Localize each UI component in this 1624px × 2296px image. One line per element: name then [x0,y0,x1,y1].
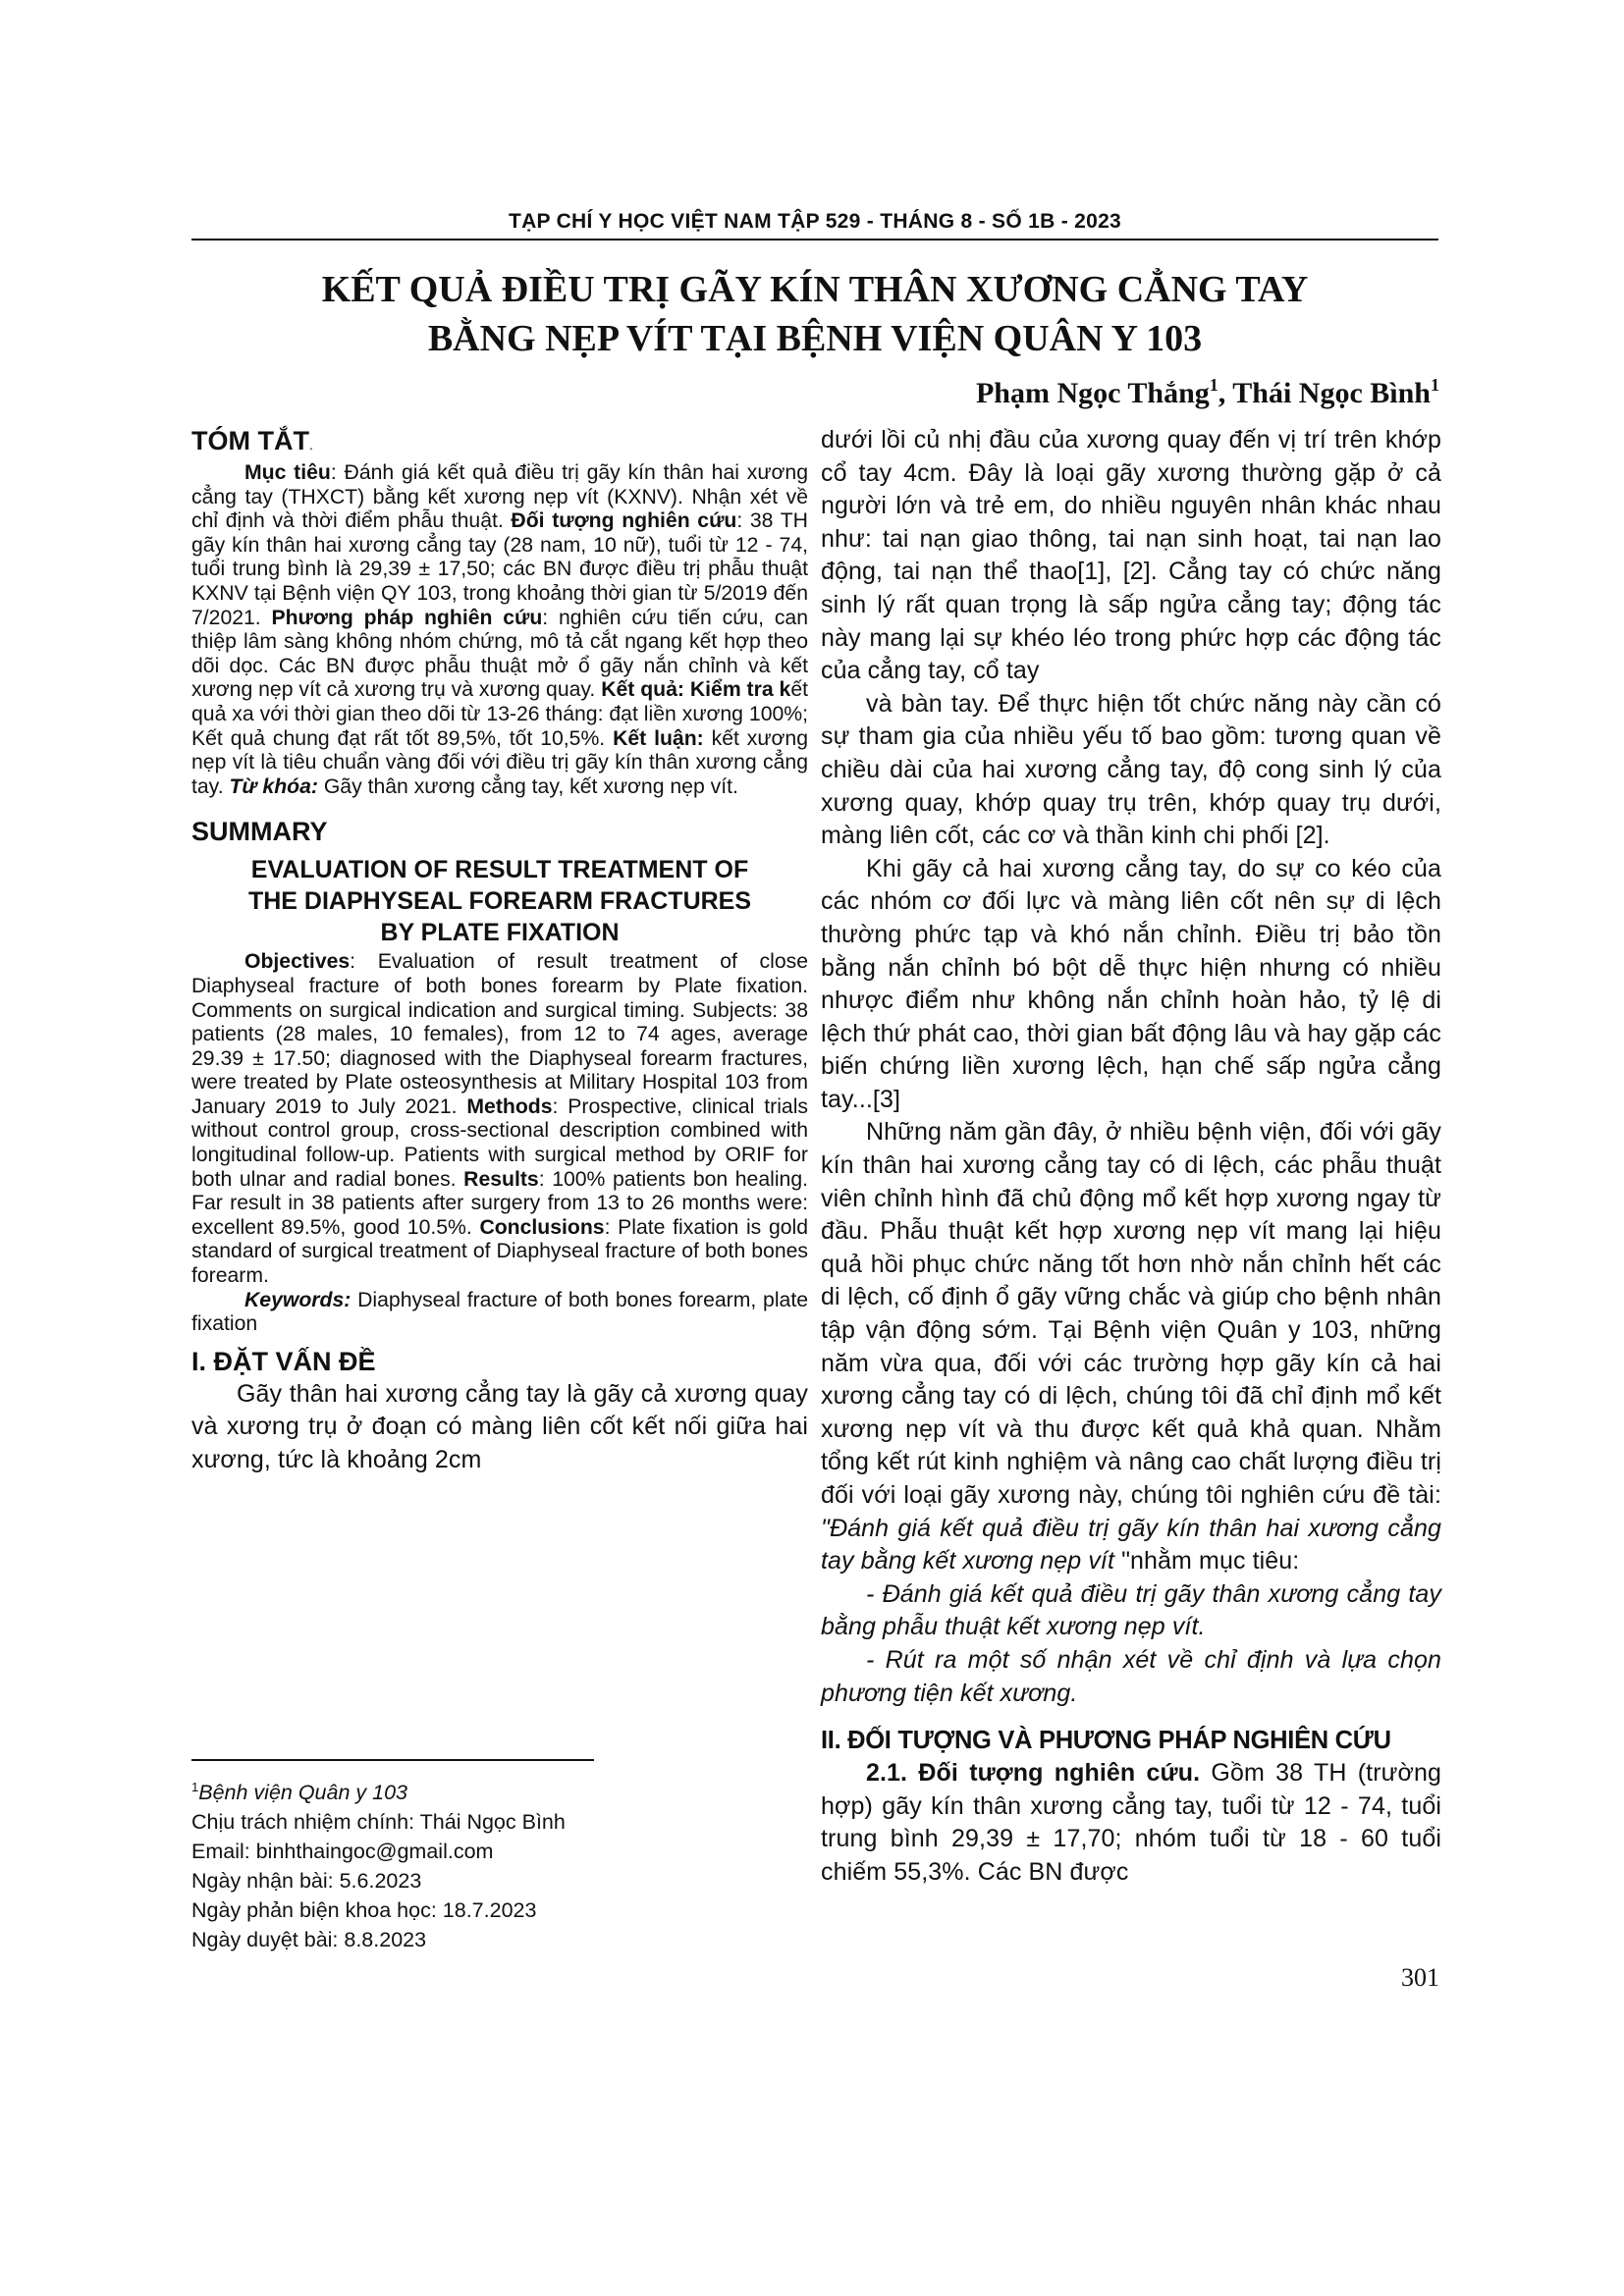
summary-body [191,950,808,1337]
abstract-vi [191,461,808,799]
intro-paragraph-3: Khi gãy cả hai xương cẳng tay, do sự co kéo của các nhóm cơ đối lực và màng liên cốt nên sự di lệch thường phức tạp và khó nắn chỉnh. Điều trị bảo tồn bằng nắn chỉnh bó bột dễ thực hiện nhưng có nhiều nhược điểm như không nắn chỉnh hoàn hảo, tỷ lệ di lệch thứ phát cao, thời gian bất động lâu và hay gặp các biến chứng liền xương lệch, hạn chế sấp ngửa cẳng tay...[3] [821,854,1441,1113]
header-rule [191,239,1438,240]
objective-1: - Đánh giá kết quả điều trị gãy thân xương cẳng tay bằng phẫu thuật kết xương nẹp vít. [821,1579,1441,1641]
author-1: Phạm Ngọc Thắng [975,377,1210,409]
methods-heading: II. ĐỐI TƯỢNG VÀ PHƯƠNG PHÁP NGHIÊN CỨU [821,1727,1391,1755]
page-number: 301 [1401,1963,1439,1992]
footnote-email: Email: binhthaingoc@gmail.com [191,1840,494,1863]
intro-heading: I. ĐẶT VẤN ĐỀ [191,1346,376,1376]
author-2: Thái Ngọc Bình [1232,377,1431,409]
title-line-2: BẰNG NẸP VÍT TẠI BỆNH VIỆN QUÂN Y 103 [427,318,1203,359]
objective-2: - Rút ra một số nhận xét về chỉ định và lựa chọn phương tiện kết xương. [821,1645,1441,1707]
footnote-approved: Ngày duyệt bài: 8.8.2023 [191,1928,427,1951]
intro-paragraph-1: Gãy thân hai xương cẳng tay là gãy cả xương quay và xương trụ ở đoạn có màng liên cốt kết nối giữa hai xương, tức là khoảng 2cm [191,1379,808,1473]
abstract-vi-heading: TÓM TẮT. [191,426,313,455]
abstract-vi-text: Mục tiêu: Đánh giá kết quả điều trị gãy kín thân hai xương cẳng tay (THXCT) bằng kết xương nẹp vít (KXNV). Nhận xét về chỉ định và thời điểm phẫu thuật. Đối tượng nghiên cứu: 38 TH gãy kín thân hai xương cẳng tay (28 nam, 10 nữ), tuổi từ 12 - 74, tuổi trung bình là 29,39 ± 17,50; các BN được điều trị phẫu thuật KXNV tại Bệnh viện QY 103, trong khoảng thời gian từ 5/2019 đến 7/2021. Phương pháp nghiên cứu: nghiên cứu tiến cứu, can thiệp lâm sàng không nhóm chứng, mô tả cắt ngang kết hợp theo dõi dọc. Các BN được phẫu thuật mở ổ gãy nắn chỉnh và kết xương nẹp vít cả xương trụ và xương quay. Kết quả: Kiểm tra kết quả xa với thời gian theo dõi từ 13-26 tháng: đạt liền xương 100%; Kết quả chung đạt rất tốt 89,5%, tốt 10,5%. Kết luận: kết xương nẹp vít là tiêu chuẩn vàng đối với điều trị gãy kín thân xương cẳng tay. Từ khóa: Gãy thân xương cẳng tay, kết xương nẹp vít. [191,461,809,798]
footnote-received: Ngày nhận bài: 5.6.2023 [191,1869,422,1893]
intro-paragraph-1-cont: dưới lồi củ nhị đầu của xương quay đến vị trí trên khớp cổ tay 4cm. Đây là loại gãy xương thường gặp ở cả người lớn và trẻ em, do nhiều nguyên nhân khác nhau như: tai nạn giao thông, tai nạn sinh hoạt, tai nạn lao động, tai nạn thể thao[1], [2]. Cẳng tay có chức năng sinh lý rất quan trọng là sấp ngửa cẳng tay; động tác này mang lại sự khéo léo trong phức hợp các động tác của cẳng tay, cổ tay [821,426,1441,685]
article-title [191,265,1438,363]
author-2-affil: 1 [1431,375,1439,395]
footnote-reviewed: Ngày phản biện khoa học: 18.7.2023 [191,1898,537,1922]
right-column [821,424,1441,1890]
summary-text: Objectives: Evaluation of result treatment of close Diaphyseal fracture of both bones forearm by Plate fixation. Comments on surgical indication and surgical timing. Subjects: 38 patients (28 males, 10 females), from 12 to 74 ages, average 29.39 ± 17.50; diagnosed with the Diaphyseal forearm fractures, were treated by Plate osteosynthesis at Military Hospital 103 from January 2019 to July 2021. Methods: Prospective, clinical trials without control group, cross-sectional description combined with longitudinal follow-up. Patients with surgical method by ORIF for both ulnar and radial bones. Results: 100% patients bon healing. Far result in 38 patients after surgery from 13 to 26 months were: excellent 89.5%, good 10.5%. Conclusions: Plate fixation is gold standard of surgical treatment of Diaphyseal fracture of both bones forearm. [191,950,808,1288]
intro-paragraph-4: Những năm gần đây, ở nhiều bệnh viện, đối với gãy kín thân hai xương cẳng tay có di lệch, các phẫu thuật viên chỉnh hình đã chủ động mổ kết hợp xương ngay từ đầu. Phẫu thuật kết hợp xương nẹp vít mang lại hiệu quả hồi phục chức năng tốt hơn nhờ nắn chỉnh hết các di lệch, cố định ổ gãy vững chắc và giúp cho bệnh nhân tập vận động sớm. Tại Bệnh viện Quân y 103, những năm vừa qua, đối với các trường hợp gãy kín cả hai xương cẳng tay có di lệch, chúng tôi đã chỉ định mổ kết xương nẹp vít và thu được kết quả khả quan. Nhằm tổng kết rút kinh nghiệm và nâng cao chất lượng điều trị đối với loại gãy xương này, chúng tôi nghiên cứu đề tài: "Đánh giá kết quả điều trị gãy kín thân hai xương cẳng tay bằng kết xương nẹp vít "nhằm mục tiêu: [821,1118,1441,1575]
author-line [976,375,1439,410]
intro-start [191,1378,808,1477]
footnote-rule [191,1759,594,1761]
running-header: TẠP CHÍ Y HỌC VIỆT NAM TẬP 529 - THÁNG 8 - SỐ 1B - 2023 [508,210,1122,233]
summary-keywords: Keywords: Diaphyseal fracture of both bones forearm, plate fixation [191,1288,808,1336]
footnotes [191,1773,781,1954]
footnote-affiliation: $^1$Bệnh viện Quân y 103 [191,1780,407,1804]
author-separator: , [1218,377,1233,409]
methods-body [821,1757,1441,1889]
summary-heading: SUMMARY [191,817,328,847]
left-column [191,424,808,1477]
title-line-1: KẾT QUẢ ĐIỀU TRỊ GÃY KÍN THÂN XƯƠNG CẲNG TAY [321,269,1309,310]
intro-continued [821,424,1441,1710]
intro-paragraph-2: và bàn tay. Để thực hiện tốt chức năng này cần có sự tham gia của nhiều yếu tố bao gồm: tương quan về chiều dài của hai xương cẳng tay, độ cong sinh lý của xương quay, khớp quay trụ trên, khớp quay trụ dưới, màng liên cốt, các cơ và thần kinh chi phối [2]. [821,689,1441,850]
footnote-corresponding: Chịu trách nhiệm chính: Thái Ngọc Bình [191,1810,566,1834]
summary-title: EVALUATION OF RESULT TREATMENT OF THE DIAPHYSEAL FOREARM FRACTURES BY PLATE FIXATION [247,856,752,947]
author-1-affil: 1 [1209,375,1218,395]
methods-paragraph-1: 2.1. Đối tượng nghiên cứu. Gồm 38 TH (trường hợp) gãy kín thân xương cẳng tay, tuổi từ 12 - 74, tuổi trung bình 29,39 ± 17,70; nhóm tuổi từ 18 - 60 tuổi chiếm 55,3%. Các BN được [821,1759,1441,1886]
